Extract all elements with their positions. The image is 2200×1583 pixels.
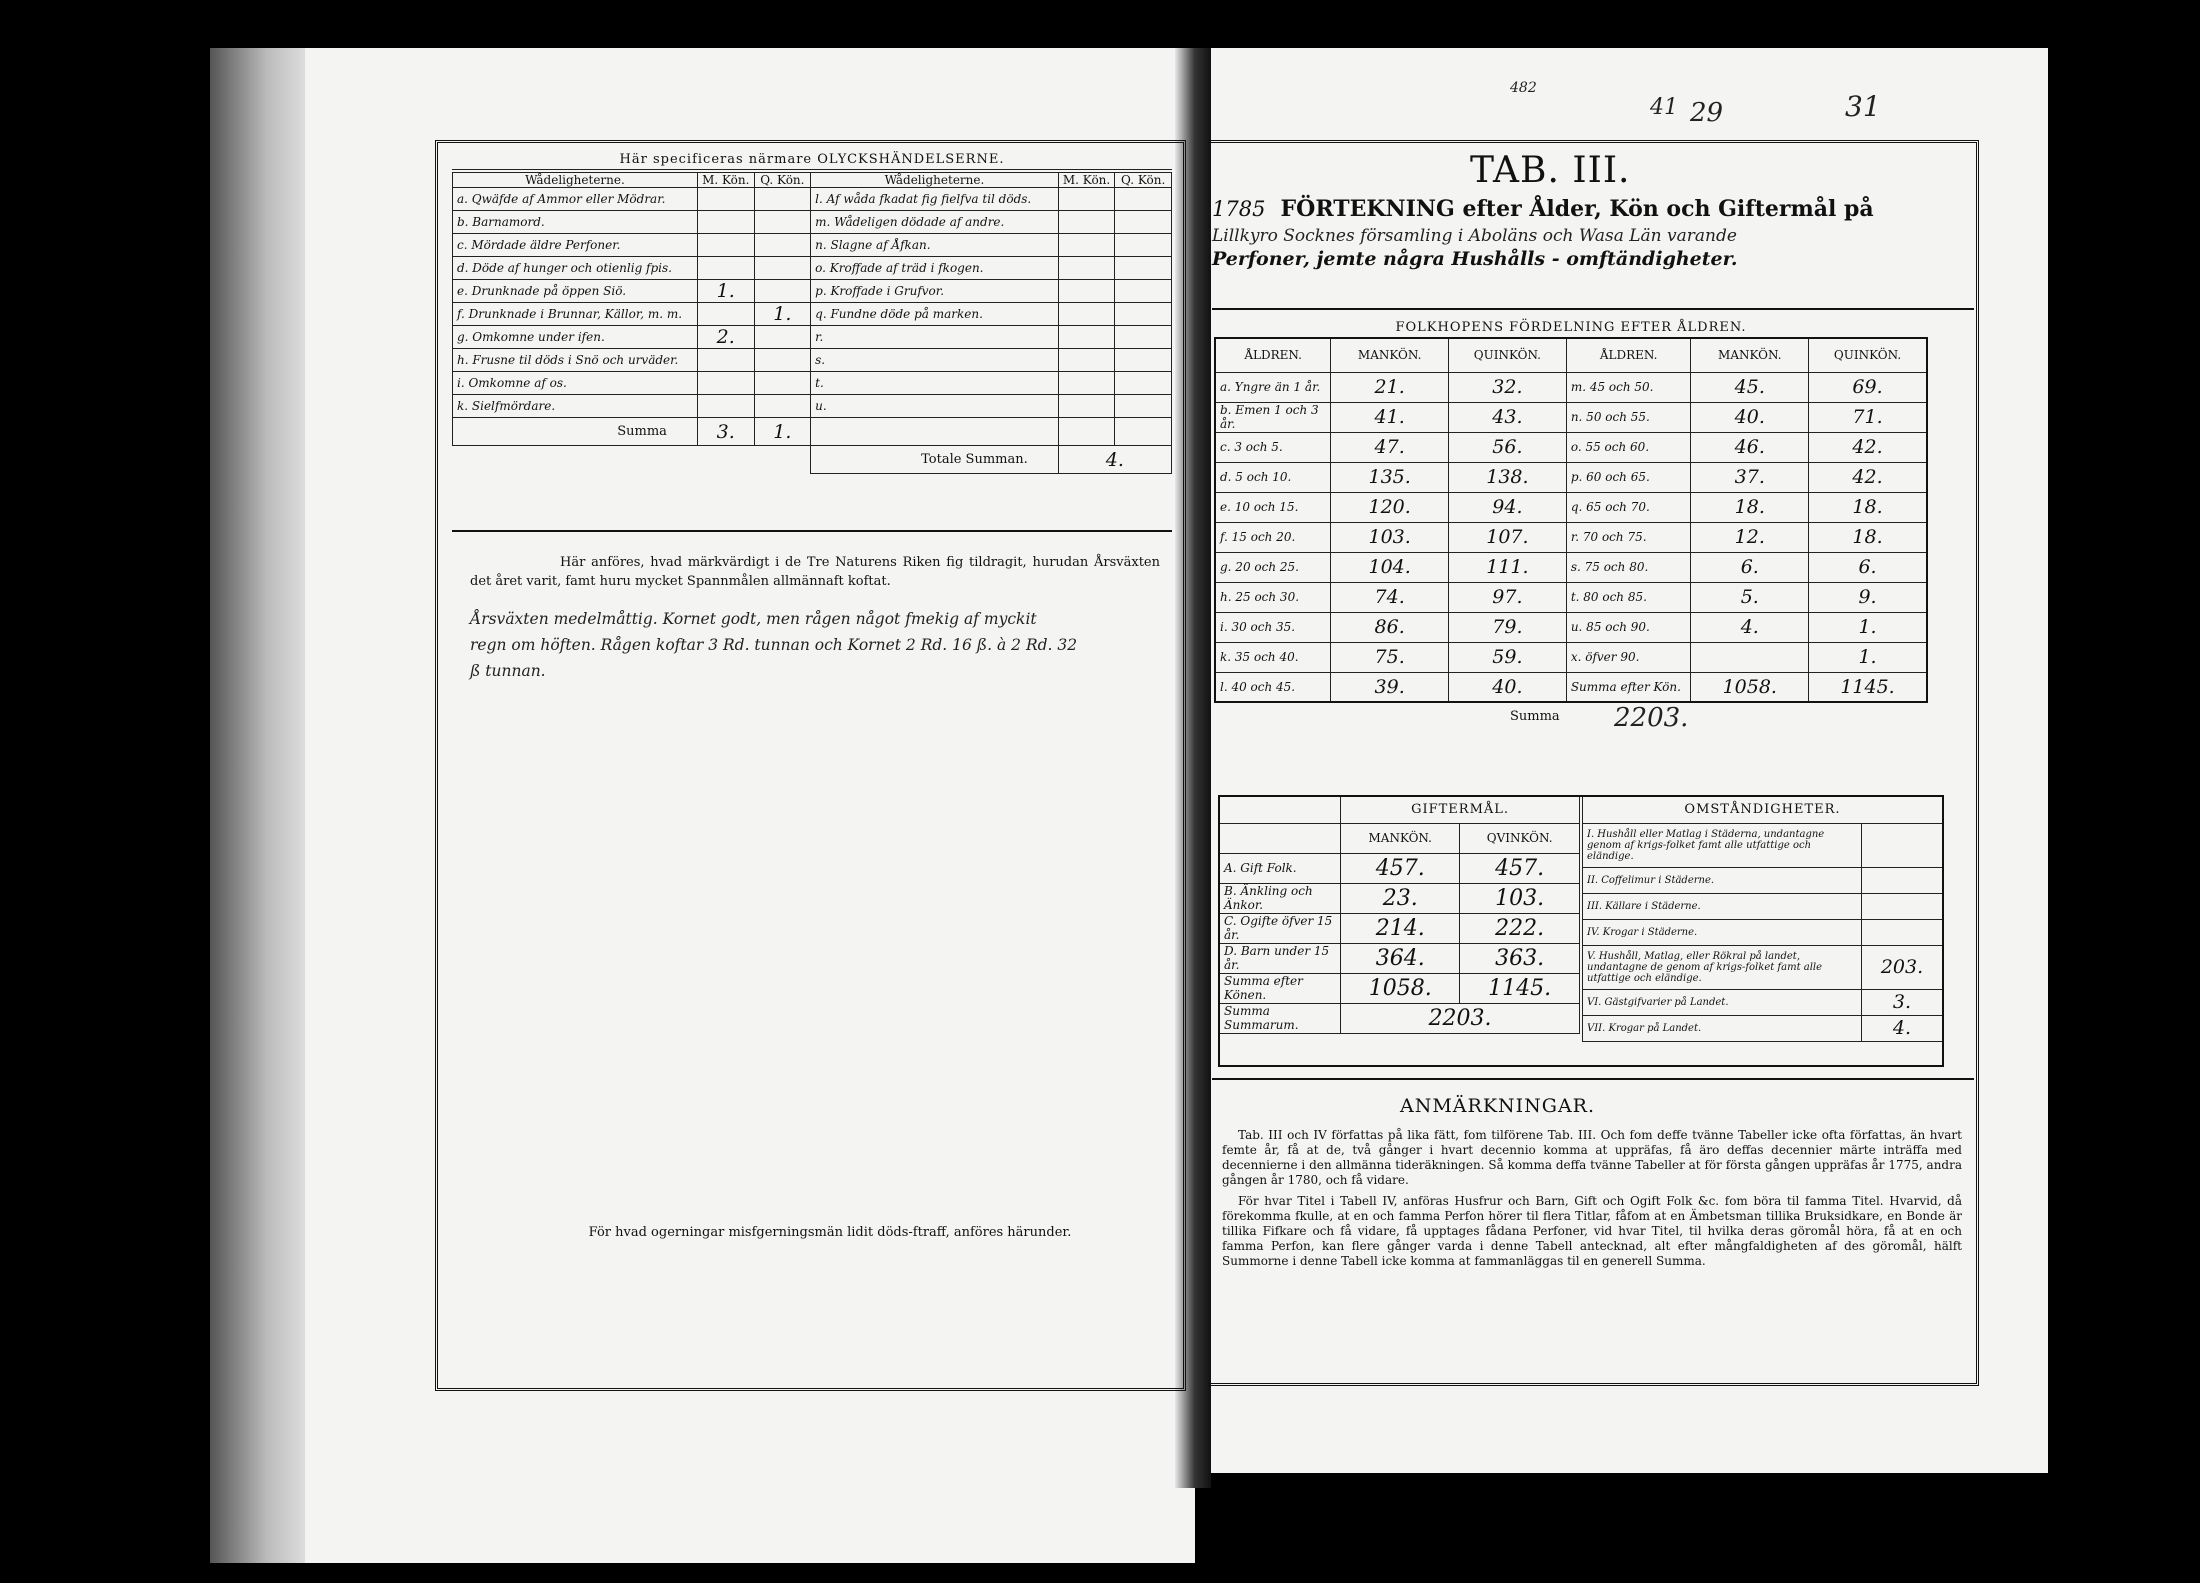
cause-label: b. Barnamord.	[453, 211, 698, 234]
age-female: 138.	[1448, 462, 1566, 492]
circumstance-row	[1583, 1015, 1943, 1041]
cause-female	[754, 372, 811, 395]
marriage-female: 222.	[1460, 913, 1580, 943]
age-male: 103.	[1331, 522, 1449, 552]
accident-row	[453, 188, 1172, 211]
age-section	[1214, 318, 1928, 739]
age-row	[1215, 492, 1927, 522]
title-line-3: Perfoner, jemte några Hushålls - omftändigheter.	[1212, 248, 1738, 270]
cause-label-right: n. Slagne af Åfkan.	[811, 234, 1059, 257]
age-female-2: 71.	[1809, 402, 1927, 432]
age-male: 47.	[1331, 432, 1449, 462]
cause-label-right: p. Kroffade i Grufvor.	[811, 280, 1059, 303]
handwritten-line-1: Årsväxten medelmåttig. Kornet godt, men rågen något fmekig af myckit	[470, 610, 1037, 628]
accident-row	[453, 234, 1172, 257]
age-female-2: 1.	[1809, 612, 1927, 642]
accident-row	[453, 280, 1172, 303]
age-male-2: 12.	[1691, 522, 1809, 552]
page-number-a: 482	[1510, 80, 1537, 96]
age-label: k. 35 och 40.	[1215, 642, 1331, 672]
circumstance-label: II. Coffelimur i Städerne.	[1583, 867, 1862, 893]
age-female: 32.	[1448, 372, 1566, 402]
circumstance-row	[1583, 919, 1943, 945]
marriage-label: Summa Summarum.	[1220, 1003, 1341, 1033]
cause-label-right: o. Kroffade af träd i fkogen.	[811, 257, 1059, 280]
accidents-section	[452, 152, 1172, 474]
age-table	[1214, 337, 1928, 703]
age-male: 75.	[1331, 642, 1449, 672]
cause-male	[697, 188, 754, 211]
age-summa-value: 2203.	[1614, 703, 1689, 733]
age-row	[1215, 432, 1927, 462]
cause-label: f. Drunknade i Brunnar, Källor, m. m.	[453, 303, 698, 326]
cause-female-right	[1115, 372, 1172, 395]
totale-value: 4.	[1058, 446, 1171, 474]
age-label-2: o. 55 och 60.	[1566, 432, 1691, 462]
cause-female	[754, 395, 811, 418]
age-label: a. Yngre än 1 år.	[1215, 372, 1331, 402]
age-row	[1215, 522, 1927, 552]
age-label: b. Emen 1 och 3 år.	[1215, 402, 1331, 432]
circumstance-value: 203.	[1862, 945, 1943, 989]
cause-male-right	[1058, 257, 1115, 280]
cause-male	[697, 349, 754, 372]
age-female: 43.	[1448, 402, 1566, 432]
age-row	[1215, 582, 1927, 612]
male-header-2: MANKÖN.	[1691, 338, 1809, 372]
age-female-2: 6.	[1809, 552, 1927, 582]
age-male: 41.	[1331, 402, 1449, 432]
age-label: l. 40 och 45.	[1215, 672, 1331, 702]
cause-male-right	[1058, 349, 1115, 372]
age-row	[1215, 372, 1927, 402]
age-label-2: t. 80 och 85.	[1566, 582, 1691, 612]
circumstance-label: IV. Krogar i Städerne.	[1583, 919, 1862, 945]
cause-label-right: m. Wådeligen dödade af andre.	[811, 211, 1059, 234]
cause-label-right: t.	[811, 372, 1059, 395]
age-label: c. 3 och 5.	[1215, 432, 1331, 462]
cause-label: e. Drunknade på öppen Siö.	[453, 280, 698, 303]
cause-female-right	[1115, 234, 1172, 257]
cause-male	[697, 372, 754, 395]
circumstance-row	[1583, 867, 1943, 893]
age-label-2: m. 45 och 50.	[1566, 372, 1691, 402]
age-female-2: 1.	[1809, 642, 1927, 672]
cause-label-right: u.	[811, 395, 1059, 418]
age-row	[1215, 552, 1927, 582]
age-male: 21.	[1331, 372, 1449, 402]
age-male-2	[1691, 642, 1809, 672]
age-female: 40.	[1448, 672, 1566, 702]
male-header-2: M. Kön.	[1058, 173, 1115, 188]
cause-male: 1.	[697, 280, 754, 303]
age-female: 94.	[1448, 492, 1566, 522]
male-header-1: MANKÖN.	[1331, 338, 1449, 372]
age-header-1: ÅLDREN.	[1215, 338, 1331, 372]
age-male: 135.	[1331, 462, 1449, 492]
cause-male-right	[1058, 326, 1115, 349]
cause-male	[697, 211, 754, 234]
age-female-2: 18.	[1809, 522, 1927, 552]
title-year: 1785	[1212, 197, 1266, 221]
age-label-2: n. 50 och 55.	[1566, 402, 1691, 432]
cause-male-right	[1058, 280, 1115, 303]
circumstance-label: VII. Krogar på Landet.	[1583, 1015, 1862, 1041]
age-female-2: 18.	[1809, 492, 1927, 522]
cause-female-right	[1115, 326, 1172, 349]
cause-female: 1.	[754, 303, 811, 326]
cause-male-right	[1058, 211, 1115, 234]
age-label-2: r. 70 och 75.	[1566, 522, 1691, 552]
accidents-table	[452, 172, 1172, 474]
cause-male: 2.	[697, 326, 754, 349]
age-male: 120.	[1331, 492, 1449, 522]
cause-female-right	[1115, 303, 1172, 326]
female-header-2: Q. Kön.	[1115, 173, 1172, 188]
cause-male-right	[1058, 188, 1115, 211]
page-number-d: 31	[1845, 90, 1881, 123]
death-penalty-heading: För hvad ogerningar misfgerningsmän lidit döds-ftraff, anföres härunder.	[588, 1225, 1072, 1240]
marriage-male-header: MANKÖN.	[1341, 823, 1460, 853]
marriage-row	[1220, 973, 1580, 1003]
totale-label: Totale Summan.	[811, 446, 1059, 474]
accident-row	[453, 349, 1172, 372]
title-divider	[1212, 308, 1974, 310]
circumstance-value	[1862, 867, 1943, 893]
left-page-edge	[210, 48, 305, 1563]
age-row	[1215, 672, 1927, 702]
age-label: f. 15 och 20.	[1215, 522, 1331, 552]
age-label: h. 25 och 30.	[1215, 582, 1331, 612]
age-male-2: 5.	[1691, 582, 1809, 612]
accident-row	[453, 395, 1172, 418]
nature-heading: Här anföres, hvad märkvärdigt i de Tre Naturens Riken fig tildragit, hurudan Årsväxten det året varit, famt huru mycket Spannmålen allmännaft koftat.	[470, 555, 1160, 589]
marriage-row	[1220, 913, 1580, 943]
age-male-2: 40.	[1691, 402, 1809, 432]
age-male: 39.	[1331, 672, 1449, 702]
age-female-2: 9.	[1809, 582, 1927, 612]
cause-male	[697, 234, 754, 257]
cause-label-right: r.	[811, 326, 1059, 349]
cause-female	[754, 280, 811, 303]
circumstance-row	[1583, 989, 1943, 1015]
note-1: Tab. III och IV författas på lika fätt, fom tilförene Tab. III. Och fom deffe tvänne Tabeller icke ofta författas, än hvart femte år, få at de, två gånger i hvart decennio komma at uppräfas, få äro deffas decennier märte inträffa med decennierne i den allmänna tideräkningen. Så komma deffa tvänne Tabeller at för första gången uppräfas år 1775, andra gången år 1780, och få vidare.	[1222, 1128, 1962, 1187]
accident-row	[453, 326, 1172, 349]
title-line-2: Lillkyro Socknes församling i Aboläns och Wasa Län varande	[1212, 226, 1737, 246]
cause-female-right	[1115, 280, 1172, 303]
circumstance-label: III. Källare i Städerne.	[1583, 893, 1862, 919]
circumstance-value	[1862, 919, 1943, 945]
age-label: d. 5 och 10.	[1215, 462, 1331, 492]
age-male-2: 4.	[1691, 612, 1809, 642]
marriage-female: 103.	[1460, 883, 1580, 913]
summa-label: Summa	[453, 418, 698, 446]
marriage-female: 363.	[1460, 943, 1580, 973]
age-male: 104.	[1331, 552, 1449, 582]
age-female: 56.	[1448, 432, 1566, 462]
age-female: 59.	[1448, 642, 1566, 672]
age-male-2: 6.	[1691, 552, 1809, 582]
age-summa-row	[1214, 703, 1928, 739]
marriage-label: D. Barn under 15 år.	[1220, 943, 1341, 973]
summa-male: 3.	[697, 418, 754, 446]
age-heading: FOLKHOPENS FÖRDELNING EFTER ÅLDREN.	[1395, 320, 1747, 335]
cause-label: k. Sielfmördare.	[453, 395, 698, 418]
circumstance-row	[1583, 823, 1943, 867]
notes-divider	[1212, 1078, 1974, 1080]
cause-label: d. Döde af hunger och otienlig fpis.	[453, 257, 698, 280]
cause-female	[754, 188, 811, 211]
age-female: 79.	[1448, 612, 1566, 642]
page-number-b: 41	[1650, 95, 1678, 120]
marriage-table	[1220, 797, 1580, 1034]
cause-label-right: q. Fundne döde på marken.	[811, 303, 1059, 326]
age-female-2: 42.	[1809, 432, 1927, 462]
circumstance-value	[1862, 823, 1943, 867]
summa-female: 1.	[754, 418, 811, 446]
marriage-heading: GIFTERMÅL.	[1341, 797, 1580, 823]
female-header-2: QUINKÖN.	[1809, 338, 1927, 372]
accident-row	[453, 372, 1172, 395]
age-label-2: p. 60 och 65.	[1566, 462, 1691, 492]
age-male-2: 1058.	[1691, 672, 1809, 702]
cause-female-right	[1115, 257, 1172, 280]
cause-female	[754, 349, 811, 372]
age-summa-label: Summa	[1510, 709, 1560, 724]
age-label-2: q. 65 och 70.	[1566, 492, 1691, 522]
age-label-2: u. 85 och 90.	[1566, 612, 1691, 642]
marriage-row	[1220, 1003, 1580, 1033]
handwritten-line-3: ß tunnan.	[470, 662, 546, 680]
accident-row	[453, 257, 1172, 280]
cause-female	[754, 211, 811, 234]
female-header: Q. Kön.	[754, 173, 811, 188]
marriage-female-header: QVINKÖN.	[1460, 823, 1580, 853]
cause-label: h. Frusne til döds i Snö och urväder.	[453, 349, 698, 372]
cause-label: g. Omkomne under ifen.	[453, 326, 698, 349]
age-female: 111.	[1448, 552, 1566, 582]
cause-male-right	[1058, 303, 1115, 326]
marriage-male: 364.	[1341, 943, 1460, 973]
cause-male-right	[1058, 372, 1115, 395]
marriage-label: Summa efter Könen.	[1220, 973, 1341, 1003]
age-row	[1215, 642, 1927, 672]
marriage-male: 23.	[1341, 883, 1460, 913]
age-male-2: 45.	[1691, 372, 1809, 402]
cause-male-right	[1058, 234, 1115, 257]
age-male: 86.	[1331, 612, 1449, 642]
cause-label-right: s.	[811, 349, 1059, 372]
circumstance-label: V. Hushåll, Matlag, eller Rökral på landet, undantagne de genom af krigs-folket famt alle utfattige och eländige.	[1583, 945, 1862, 989]
age-label-2: s. 75 och 80.	[1566, 552, 1691, 582]
lower-tables	[1218, 795, 1944, 1067]
marriage-label: C. Ogifte öfver 15 år.	[1220, 913, 1341, 943]
age-label-2: Summa efter Kön.	[1566, 672, 1691, 702]
marriage-label: B. Änkling och Änkor.	[1220, 883, 1341, 913]
circumstance-value: 4.	[1862, 1015, 1943, 1041]
age-female-2: 42.	[1809, 462, 1927, 492]
cause-male	[697, 395, 754, 418]
age-label: i. 30 och 35.	[1215, 612, 1331, 642]
age-label: g. 20 och 25.	[1215, 552, 1331, 582]
circumstance-row	[1583, 893, 1943, 919]
age-label: e. 10 och 15.	[1215, 492, 1331, 522]
title-main: FÖRTEKNING efter Ålder, Kön och Giftermål på	[1280, 196, 1874, 222]
male-header: M. Kön.	[697, 173, 754, 188]
cause-label: c. Mördade äldre Perfoner.	[453, 234, 698, 257]
age-label-2: x. öfver 90.	[1566, 642, 1691, 672]
age-male-2: 18.	[1691, 492, 1809, 522]
cause-male-right	[1058, 395, 1115, 418]
notes-block	[1222, 1128, 1962, 1275]
cause-header-2: Wådeligheterne.	[811, 173, 1059, 188]
cause-label: i. Omkomne af os.	[453, 372, 698, 395]
age-row	[1215, 462, 1927, 492]
circumstance-value: 3.	[1862, 989, 1943, 1015]
cause-female	[754, 326, 811, 349]
anm-heading: ANMÄRKNINGAR.	[1400, 1095, 1596, 1117]
circumstance-label: VI. Gästgifvarier på Landet.	[1583, 989, 1862, 1015]
marriage-male: 214.	[1341, 913, 1460, 943]
note-2: För hvar Titel i Tabell IV, anföras Husfrur och Barn, Gift och Ogift Folk &c. fom böra til famma Titel. Hvarvid, då förekomma fkulle, at en och famma Perfon hörer til flera Titlar, fåfom at en Ämbetsman tillika Bruksidkare, en Bonde är tillika Fifkare och få vidare, få upptages fådana Perfoner, vid hvar Titel, til hvilka deras göromål höra, få at en och famma Perfon, kan flere gånger varda i denne Tabell antecknad, alt efter mångfaldigheten af des göromål, hälft Summorne i denne Tabell icke komma at fammanläggas til en generell Summa.	[1222, 1194, 1962, 1268]
accident-row	[453, 211, 1172, 234]
cause-female-right	[1115, 188, 1172, 211]
age-row	[1215, 612, 1927, 642]
handwritten-line-2: regn om höften. Rågen koftar 3 Rd. tunnan och Kornet 2 Rd. 16 ß. à 2 Rd. 32	[470, 636, 1078, 654]
cause-male	[697, 257, 754, 280]
age-female: 107.	[1448, 522, 1566, 552]
age-row	[1215, 402, 1927, 432]
marriage-male: 457.	[1341, 853, 1460, 883]
cause-female	[754, 257, 811, 280]
cause-label-right: l. Af wåda fkadat fig fielfva til döds.	[811, 188, 1059, 211]
section-divider	[452, 530, 1172, 532]
cause-header: Wådeligheterne.	[453, 173, 698, 188]
circumstance-row	[1583, 945, 1943, 989]
age-male: 74.	[1331, 582, 1449, 612]
marriage-female: 1145.	[1460, 973, 1580, 1003]
title-block	[1212, 196, 1974, 270]
marriage-male: 1058.	[1341, 973, 1460, 1003]
age-male-2: 46.	[1691, 432, 1809, 462]
marriage-label: A. Gift Folk.	[1220, 853, 1341, 883]
accident-row	[453, 303, 1172, 326]
handwritten-note	[470, 606, 1170, 684]
age-male-2: 37.	[1691, 462, 1809, 492]
age-header-2: ÅLDREN.	[1566, 338, 1691, 372]
accidents-heading: Här specificeras närmare OLYCKSHÄNDELSERNE.	[452, 152, 1172, 170]
marriage-row	[1220, 883, 1580, 913]
cause-label: a. Qwäfde af Ammor eller Mödrar.	[453, 188, 698, 211]
cause-female-right	[1115, 349, 1172, 372]
cause-female-right	[1115, 211, 1172, 234]
marriage-female: 457.	[1460, 853, 1580, 883]
marriage-row	[1220, 943, 1580, 973]
marriage-total: 2203.	[1341, 1003, 1580, 1033]
tab-title: TAB. III.	[1470, 150, 1631, 191]
page-number-c: 29	[1690, 98, 1724, 128]
cause-male	[697, 303, 754, 326]
circumstances-heading: OMSTÅNDIGHETER.	[1583, 797, 1943, 823]
female-header-1: QUINKÖN.	[1448, 338, 1566, 372]
cause-female-right	[1115, 395, 1172, 418]
cause-female	[754, 234, 811, 257]
circumstances-table	[1582, 797, 1942, 1042]
circumstance-label: I. Hushåll eller Matlag i Städerna, undantagne genom af krigs-folket famt alle utfattige och eländige.	[1583, 823, 1862, 867]
age-female-2: 1145.	[1809, 672, 1927, 702]
age-female-2: 69.	[1809, 372, 1927, 402]
marriage-row	[1220, 853, 1580, 883]
age-female: 97.	[1448, 582, 1566, 612]
circumstance-value	[1862, 893, 1943, 919]
